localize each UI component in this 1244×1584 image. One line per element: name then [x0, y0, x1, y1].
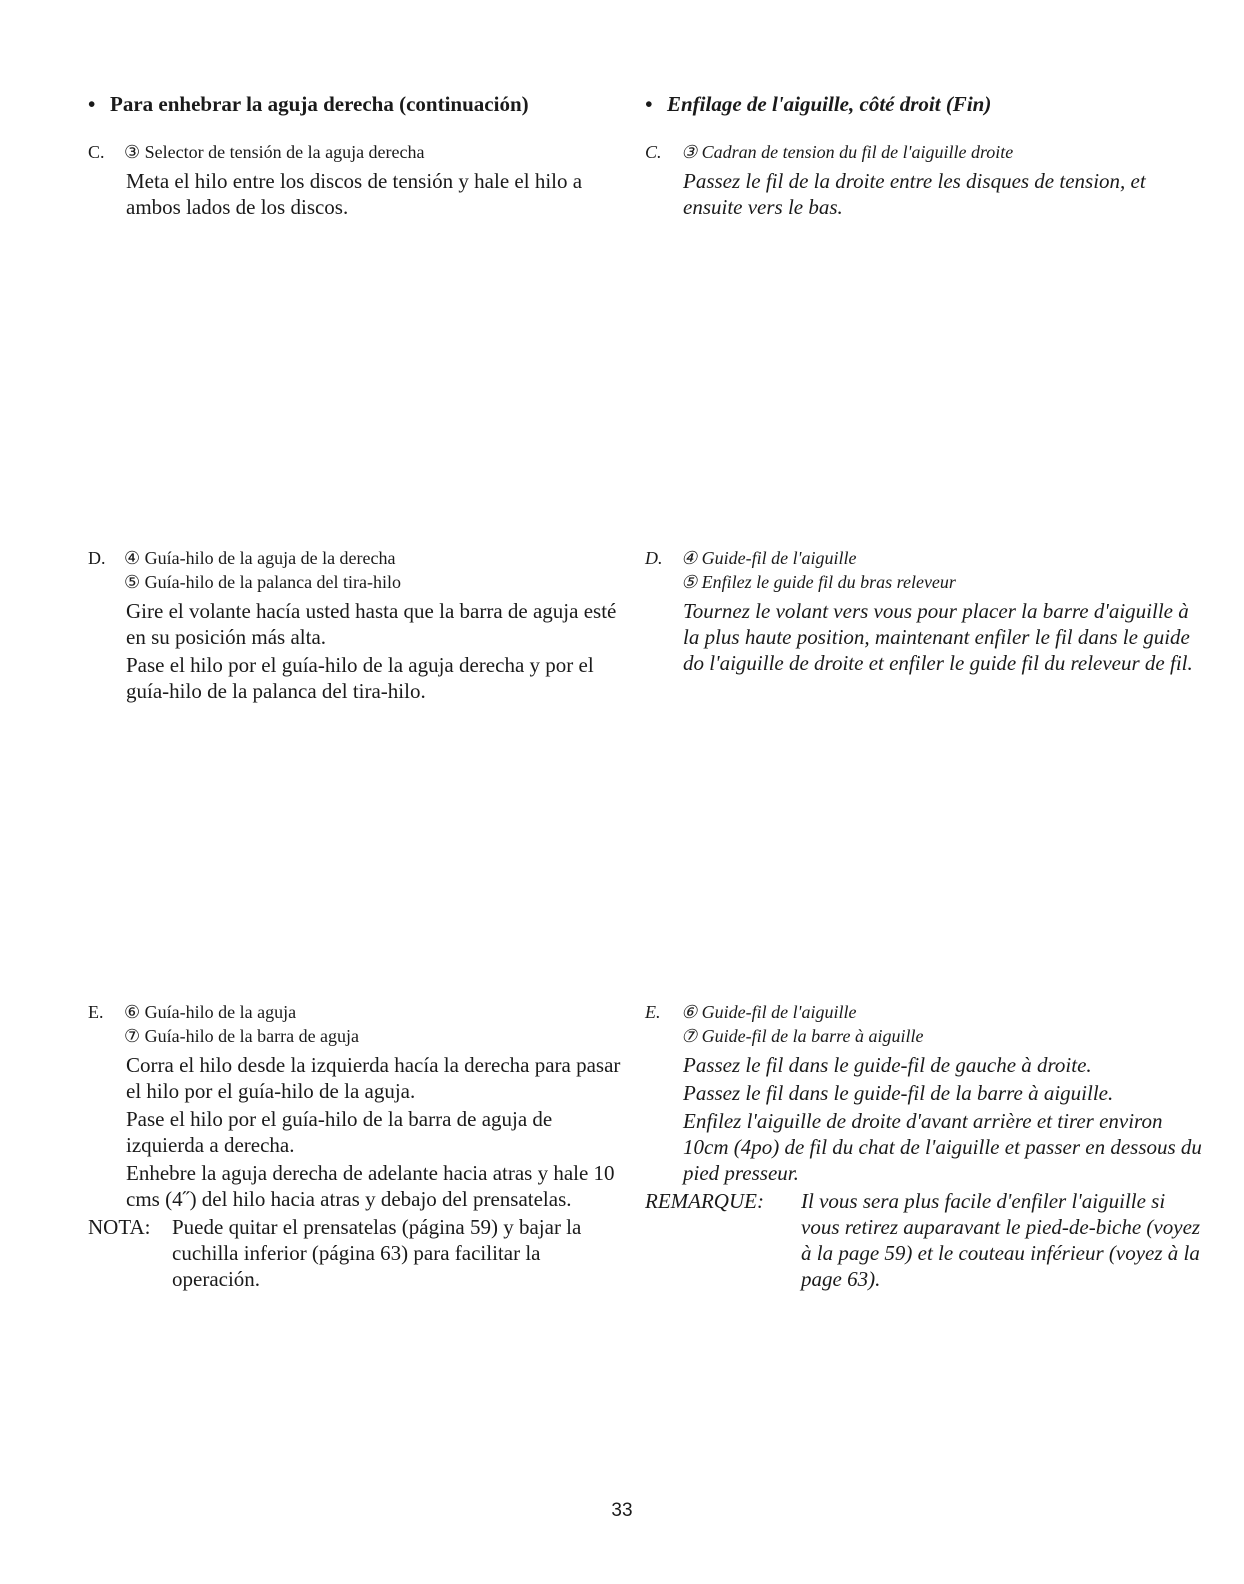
fr-step-e-label: E. [645, 1002, 661, 1022]
fr-e-para-2: Passez le fil dans le guide-fil de la barre à aiguille. [683, 1081, 1114, 1105]
fr-d-para-1: Tournez le volant vers vous pour placer la barre d'aiguille à la plus haute position, maintenant enfiler le fil dans le guide do l'aiguille de droite et enfiler le guide fil du releveur de fil. [683, 599, 1193, 675]
fr-step-c [645, 140, 1205, 220]
fr-e-item-7: ⑦ Guide-fil de la barre à aiguille [681, 1026, 924, 1046]
es-e-item-6: ⑥ Guía-hilo de la aguja [124, 1002, 297, 1022]
es-e-item-7: ⑦ Guía-hilo de la barra de aguja [124, 1026, 360, 1046]
fr-e-para-3: Enfilez l'aiguille de droite d'avant arrière et tirer environ 10cm (4po) de fil du chat de l'aiguille et passer en dessous du pied presseur. [683, 1109, 1202, 1185]
es-step-e [88, 1000, 628, 1292]
page-number: 33 [611, 1500, 633, 1521]
es-d-item-4: ④ Guía-hilo de la aguja de la derecha [124, 548, 396, 568]
es-e-para-3: Enhebre la aguja derecha de adelante hacia atras y hale 10 cms (4˝) del hilo hacia atras y debajo del prensatelas. [126, 1161, 615, 1211]
es-step-d-label: D. [88, 548, 106, 568]
es-step-c-label: C. [88, 142, 105, 162]
fr-d-item-4: ④ Guide-fil de l'aiguille [681, 548, 857, 568]
fr-section-title: • Enfilage de l'aiguille, côté droit (Fin) [645, 92, 992, 116]
es-e-para-2: Pase el hilo por el guía-hilo de la barra de aguja de izquierda a derecha. [126, 1107, 553, 1157]
es-step-e-label: E. [88, 1002, 104, 1022]
fr-step-e [645, 1000, 1205, 1292]
fr-c-item-3: ③ Cadran de tension du fil de l'aiguille droite [681, 142, 1014, 162]
es-e-para-1: Corra el hilo desde la izquierda hacía la derecha para pasar el hilo por el guía-hilo de la aguja. [126, 1053, 621, 1103]
es-section-title: • Para enhebrar la aguja derecha (continuación) [88, 92, 529, 116]
es-note [88, 1214, 628, 1292]
es-note-text: Puede quitar el prensatelas (página 59) y bajar la cuchilla inferior (página 63) para facilitar la operación. [172, 1215, 582, 1291]
fr-step-d-label: D. [645, 548, 663, 568]
fr-step-c-label: C. [645, 142, 662, 162]
fr-d-item-5: ⑤ Enfilez le guide fil du bras releveur [681, 572, 956, 592]
es-d-para-2: Pase el hilo por el guía-hilo de la aguja derecha y por el guía-hilo de la palanca del tira-hilo. [126, 653, 594, 703]
es-c-para-1: Meta el hilo entre los discos de tensión y hale el hilo a ambos lados de los discos. [126, 169, 583, 219]
es-c-item-3: ③ Selector de tensión de la aguja derecha [124, 142, 425, 162]
fr-e-para-1: Passez le fil dans le guide-fil de gauche à droite. [683, 1053, 1092, 1077]
es-note-label: NOTA: [88, 1215, 151, 1239]
fr-note-text: Il vous sera plus facile d'enfiler l'aiguille si vous retirez auparavant le pied-de-biche (voyez à la page 59) et le couteau inférieur (voyez à la page 63). [801, 1189, 1201, 1291]
fr-c-para-1: Passez le fil de la droite entre les disques de tension, et ensuite vers le bas. [683, 169, 1146, 219]
es-step-c [88, 140, 628, 220]
es-d-item-5: ⑤ Guía-hilo de la palanca del tira-hilo [124, 572, 402, 592]
fr-note [645, 1188, 1205, 1292]
es-step-d [88, 546, 628, 704]
es-d-para-1: Gire el volante hacía usted hasta que la barra de aguja esté en su posición más alta. [126, 599, 617, 649]
fr-note-label: REMARQUE: [645, 1189, 764, 1213]
fr-e-item-6: ⑥ Guide-fil de l'aiguille [681, 1002, 857, 1022]
fr-step-d [645, 546, 1205, 676]
